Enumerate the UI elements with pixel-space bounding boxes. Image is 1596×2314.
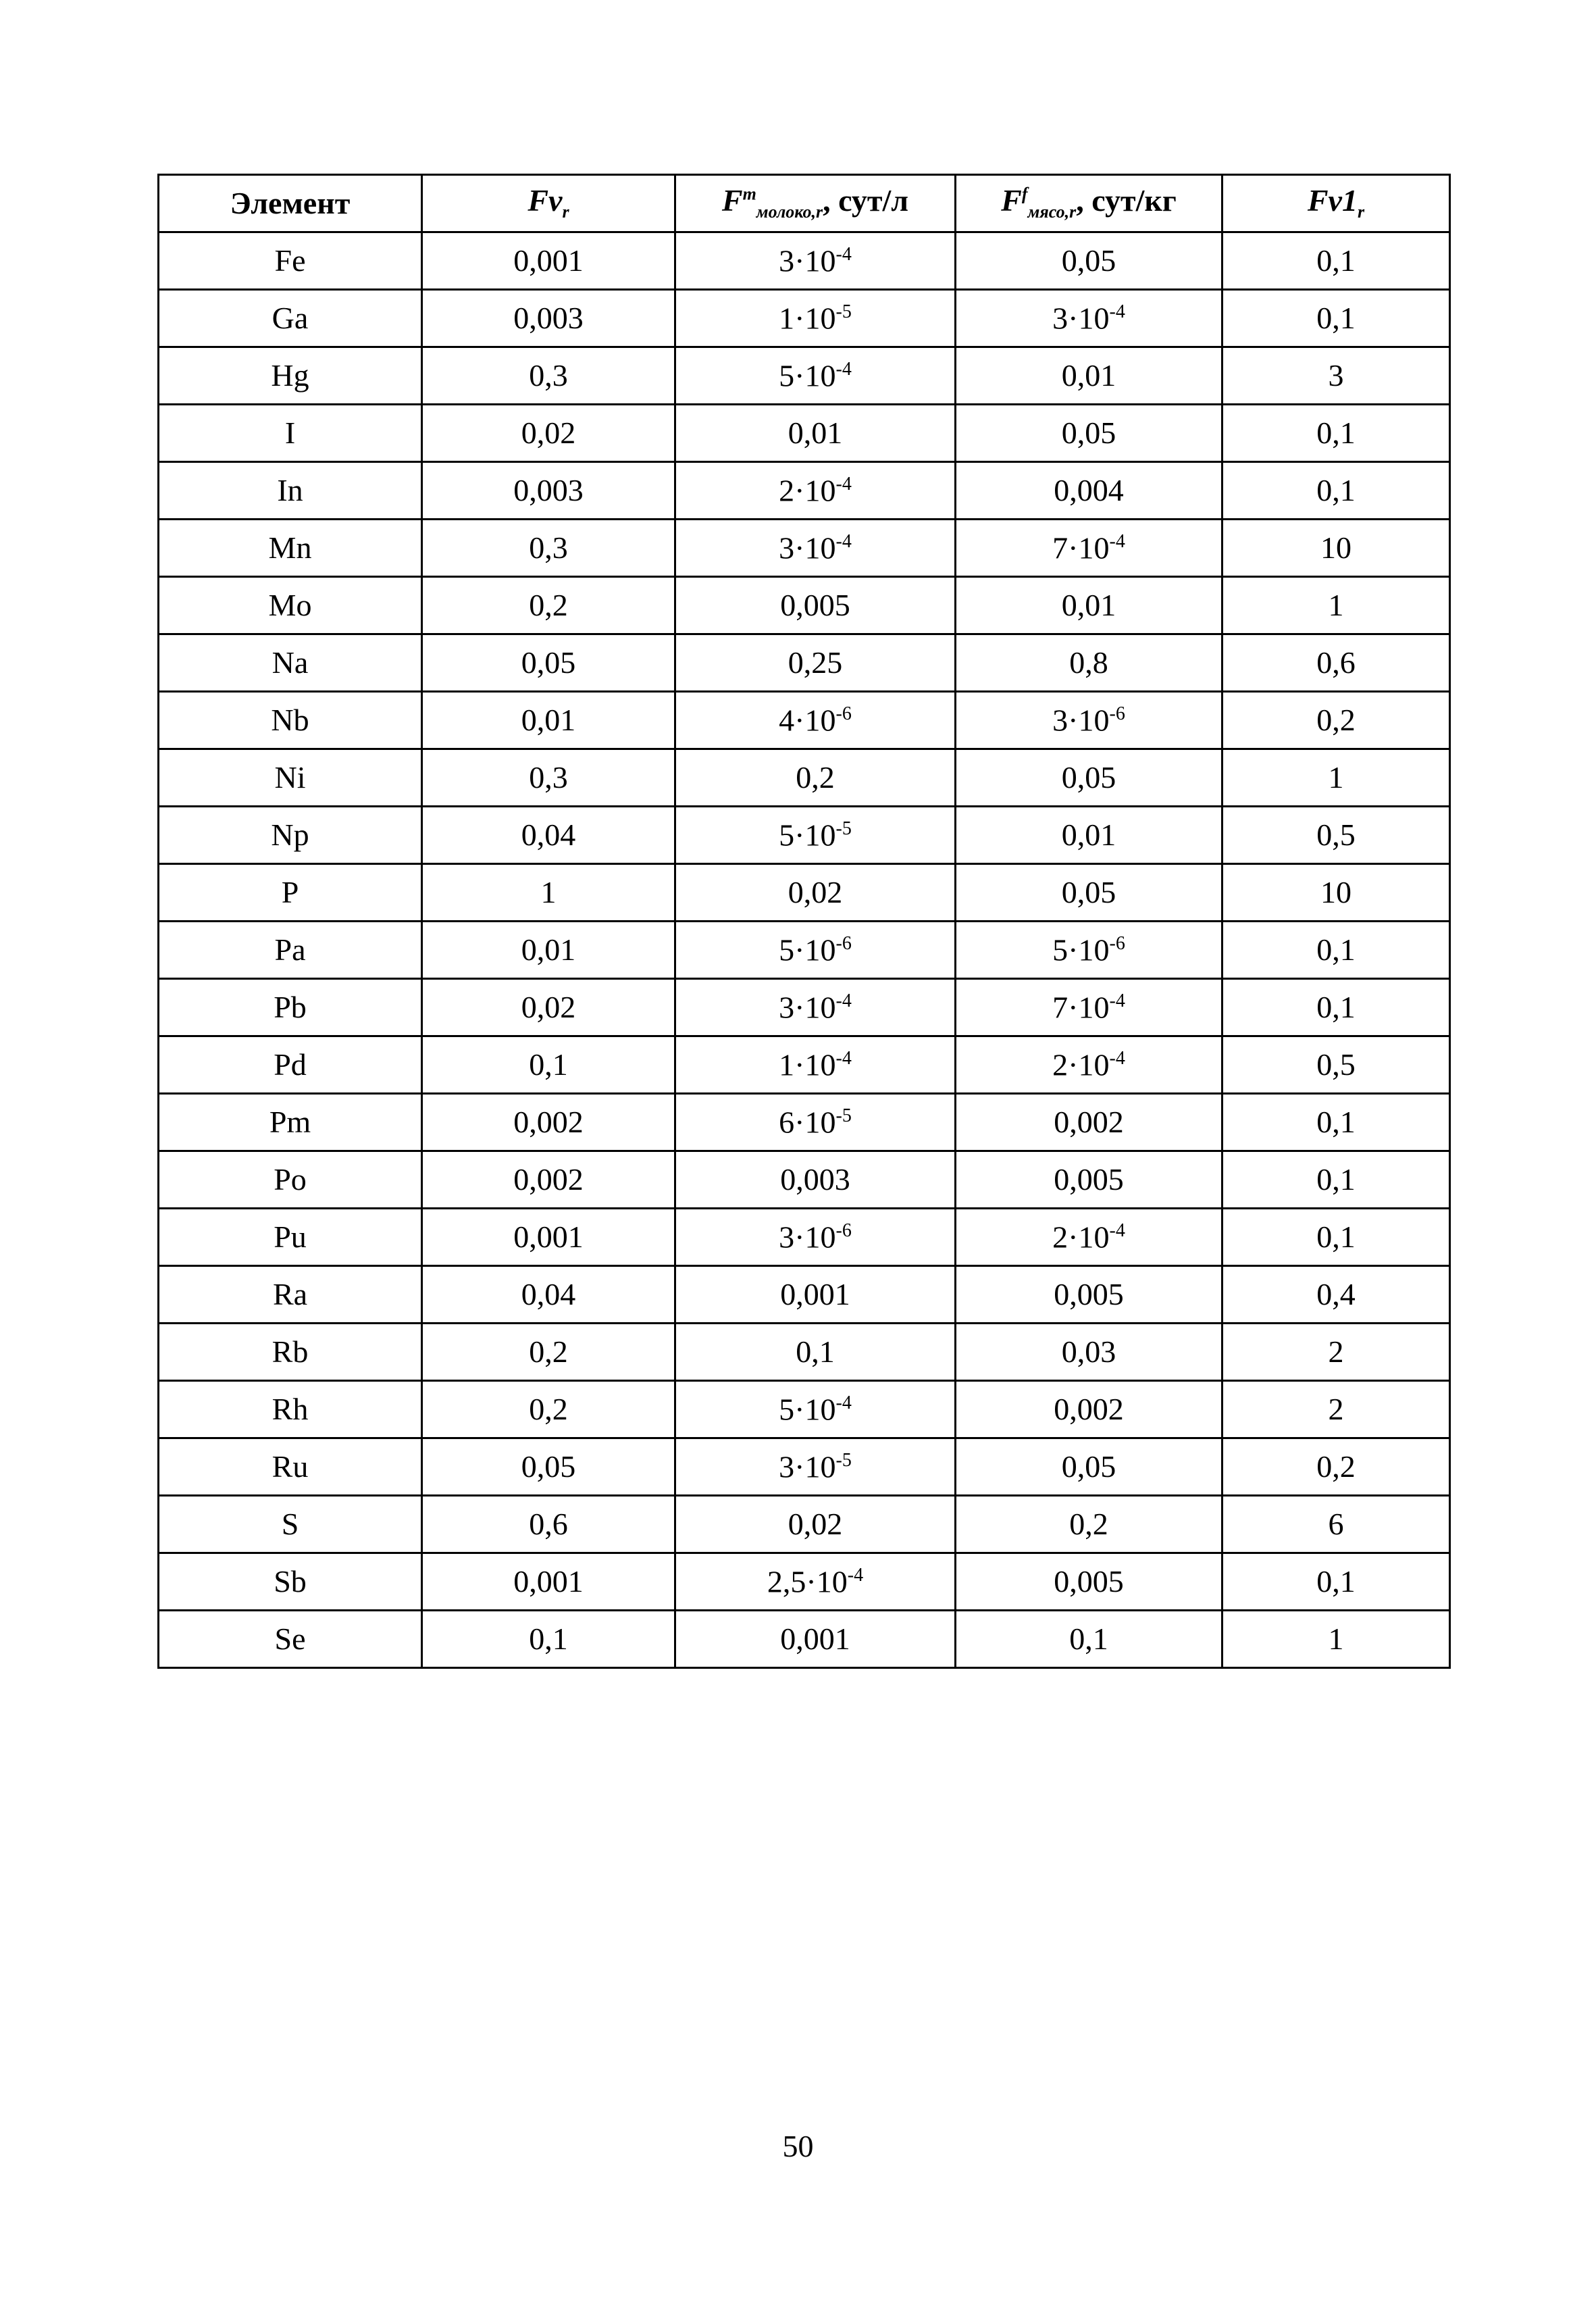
cell-element: Na	[159, 634, 422, 692]
cell-meat-value: 0,01	[1061, 358, 1116, 393]
cell-meat	[956, 807, 1222, 864]
cell-meat-value: 0,8	[1069, 645, 1108, 680]
cell-fv: 0,003	[422, 462, 675, 520]
cell-milk-value: 1·10	[779, 1047, 836, 1082]
cell-fv1: 3	[1222, 347, 1450, 405]
cell-element: Pd	[159, 1036, 422, 1094]
cell-fv: 0,001	[422, 1209, 675, 1266]
cell-meat	[956, 1381, 1222, 1438]
cell-fv: 0,1	[422, 1611, 675, 1668]
cell-fv: 0,05	[422, 634, 675, 692]
cell-milk-value: 0,01	[788, 416, 843, 450]
cell-element: Pu	[159, 1209, 422, 1266]
cell-milk-exponent: -4	[835, 243, 852, 265]
table-row	[159, 922, 1450, 979]
table-row	[159, 1209, 1450, 1266]
cell-meat-value: 3·10	[1052, 703, 1110, 738]
cell-fv: 0,001	[422, 232, 675, 290]
cell-milk	[675, 1209, 956, 1266]
cell-milk-value: 3·10	[779, 1449, 836, 1484]
cell-meat-value: 2·10	[1052, 1047, 1110, 1082]
cell-meat-exponent: -4	[1109, 1219, 1125, 1241]
cell-fv: 0,05	[422, 1438, 675, 1496]
cell-milk-value: 0,005	[780, 588, 850, 622]
header-fv-sub: r	[562, 202, 569, 222]
cell-milk-exponent: -5	[835, 1105, 852, 1126]
cell-element: Ga	[159, 290, 422, 347]
cell-milk-value: 5·10	[779, 1392, 836, 1427]
cell-fv1: 1	[1222, 577, 1450, 634]
cell-meat-value: 0,05	[1061, 760, 1116, 795]
table-row	[159, 1553, 1450, 1611]
header-meat	[956, 175, 1222, 232]
cell-meat-exponent: -4	[1109, 1047, 1125, 1069]
cell-milk-exponent: -4	[835, 358, 852, 380]
cell-fv: 1	[422, 864, 675, 922]
cell-fv: 0,6	[422, 1496, 675, 1553]
header-meat-symbol: F	[1001, 183, 1022, 218]
cell-element: Ra	[159, 1266, 422, 1324]
cell-fv: 0,04	[422, 807, 675, 864]
cell-milk-value: 2·10	[779, 473, 836, 508]
cell-fv1: 10	[1222, 864, 1450, 922]
header-element	[159, 175, 422, 232]
table-row	[159, 1036, 1450, 1094]
cell-meat-exponent: -4	[1109, 301, 1125, 322]
cell-element: I	[159, 405, 422, 462]
table-row	[159, 749, 1450, 807]
table-row	[159, 1266, 1450, 1324]
cell-element: S	[159, 1496, 422, 1553]
cell-fv: 0,01	[422, 922, 675, 979]
cell-meat-value: 0,01	[1061, 818, 1116, 852]
header-fv-symbol: Fv	[527, 183, 563, 218]
cell-meat	[956, 520, 1222, 577]
cell-element: Ni	[159, 749, 422, 807]
cell-fv1: 0,1	[1222, 1209, 1450, 1266]
cell-meat-value: 0,004	[1054, 473, 1124, 507]
cell-milk-value: 3·10	[779, 1219, 836, 1255]
cell-milk	[675, 749, 956, 807]
cell-milk-exponent: -5	[835, 1449, 852, 1471]
cell-meat	[956, 1553, 1222, 1611]
cell-milk	[675, 1151, 956, 1209]
header-milk-symbol: F	[721, 183, 743, 218]
cell-meat-value: 2·10	[1052, 1219, 1110, 1255]
cell-milk-value: 0,2	[796, 760, 835, 795]
cell-meat-value: 0,005	[1054, 1277, 1124, 1311]
table-body	[159, 232, 1450, 1668]
table-row	[159, 1496, 1450, 1553]
cell-milk	[675, 1553, 956, 1611]
cell-meat-exponent: -4	[1109, 990, 1125, 1011]
cell-fv1: 0,2	[1222, 692, 1450, 749]
cell-element: Pa	[159, 922, 422, 979]
cell-element: Rb	[159, 1324, 422, 1381]
cell-fv1: 0,1	[1222, 462, 1450, 520]
cell-meat-value: 0,05	[1061, 875, 1116, 909]
cell-meat-value: 0,002	[1054, 1105, 1124, 1139]
cell-milk-value: 3·10	[779, 243, 836, 278]
table-row	[159, 290, 1450, 347]
header-milk	[675, 175, 956, 232]
cell-milk-exponent: -5	[835, 301, 852, 322]
cell-milk	[675, 290, 956, 347]
table-row	[159, 577, 1450, 634]
cell-fv1: 0,1	[1222, 922, 1450, 979]
cell-milk-value: 0,02	[788, 1507, 843, 1541]
cell-meat-value: 0,002	[1054, 1392, 1124, 1426]
table-row	[159, 807, 1450, 864]
cell-meat-exponent: -6	[1109, 932, 1125, 954]
cell-element: Sb	[159, 1553, 422, 1611]
cell-milk-exponent: -4	[847, 1564, 864, 1586]
table-row	[159, 1438, 1450, 1496]
cell-fv: 0,3	[422, 347, 675, 405]
cell-meat	[956, 290, 1222, 347]
cell-fv: 0,2	[422, 577, 675, 634]
cell-meat	[956, 577, 1222, 634]
cell-fv1: 0,1	[1222, 232, 1450, 290]
cell-fv1: 0,1	[1222, 1094, 1450, 1151]
cell-meat-exponent: -4	[1109, 530, 1125, 552]
cell-milk	[675, 979, 956, 1036]
cell-milk	[675, 347, 956, 405]
cell-milk-value: 3·10	[779, 530, 836, 565]
cell-milk	[675, 1266, 956, 1324]
cell-fv1: 0,6	[1222, 634, 1450, 692]
cell-milk-exponent: -6	[835, 932, 852, 954]
cell-fv: 0,3	[422, 520, 675, 577]
cell-fv: 0,003	[422, 290, 675, 347]
cell-milk-value: 0,001	[780, 1277, 850, 1311]
cell-milk-value: 0,1	[796, 1334, 835, 1369]
cell-milk-exponent: -6	[835, 1219, 852, 1241]
cell-element: In	[159, 462, 422, 520]
cell-meat	[956, 1151, 1222, 1209]
cell-fv1: 2	[1222, 1381, 1450, 1438]
cell-element: Nb	[159, 692, 422, 749]
cell-milk	[675, 1381, 956, 1438]
cell-meat	[956, 1438, 1222, 1496]
cell-meat-value: 7·10	[1052, 990, 1110, 1025]
cell-fv1: 0,2	[1222, 1438, 1450, 1496]
table-header-row	[159, 175, 1450, 232]
cell-fv1: 1	[1222, 749, 1450, 807]
cell-fv1: 0,4	[1222, 1266, 1450, 1324]
table-row	[159, 864, 1450, 922]
cell-milk-value: 5·10	[779, 358, 836, 393]
cell-milk	[675, 1611, 956, 1668]
cell-meat	[956, 347, 1222, 405]
cell-meat	[956, 634, 1222, 692]
table-row	[159, 979, 1450, 1036]
cell-meat-value: 0,05	[1061, 243, 1116, 278]
table-row	[159, 1381, 1450, 1438]
cell-fv1: 0,5	[1222, 807, 1450, 864]
header-fv	[422, 175, 675, 232]
cell-element: Po	[159, 1151, 422, 1209]
cell-milk-value: 3·10	[779, 990, 836, 1025]
header-milk-sup: m	[742, 184, 756, 205]
cell-fv1: 0,1	[1222, 1553, 1450, 1611]
cell-meat	[956, 692, 1222, 749]
cell-meat-value: 7·10	[1052, 530, 1110, 565]
cell-meat	[956, 1094, 1222, 1151]
cell-meat-value: 3·10	[1052, 301, 1110, 336]
cell-milk-value: 0,02	[788, 875, 843, 909]
cell-fv1: 6	[1222, 1496, 1450, 1553]
table-row	[159, 634, 1450, 692]
cell-milk	[675, 462, 956, 520]
cell-fv1: 0,5	[1222, 1036, 1450, 1094]
cell-meat-value: 5·10	[1052, 932, 1110, 967]
cell-milk-value: 5·10	[779, 932, 836, 967]
cell-meat	[956, 864, 1222, 922]
cell-milk	[675, 922, 956, 979]
table-row	[159, 462, 1450, 520]
cell-element: Pm	[159, 1094, 422, 1151]
cell-milk-value: 0,001	[780, 1621, 850, 1656]
cell-element: Ru	[159, 1438, 422, 1496]
cell-milk-exponent: -4	[835, 530, 852, 552]
table-row	[159, 692, 1450, 749]
cell-milk-exponent: -4	[835, 1047, 852, 1069]
header-fv1	[1222, 175, 1450, 232]
cell-milk-exponent: -4	[835, 473, 852, 495]
cell-fv: 0,1	[422, 1036, 675, 1094]
cell-fv: 0,01	[422, 692, 675, 749]
cell-milk	[675, 405, 956, 462]
header-meat-unit: , сут/кг	[1076, 183, 1177, 218]
cell-element: P	[159, 864, 422, 922]
table-row	[159, 1611, 1450, 1668]
cell-meat	[956, 922, 1222, 979]
header-meat-sub: мясо,r	[1027, 202, 1077, 222]
cell-milk-value: 1·10	[779, 301, 836, 336]
cell-meat-value: 0,005	[1054, 1162, 1124, 1197]
cell-milk-exponent: -5	[835, 818, 852, 839]
cell-meat	[956, 1266, 1222, 1324]
cell-fv1: 0,1	[1222, 405, 1450, 462]
header-meat-sup: f	[1021, 184, 1028, 205]
cell-element: Pb	[159, 979, 422, 1036]
cell-meat	[956, 1496, 1222, 1553]
table-row	[159, 1324, 1450, 1381]
cell-meat	[956, 1209, 1222, 1266]
cell-fv: 0,002	[422, 1094, 675, 1151]
cell-meat-value: 0,05	[1061, 1449, 1116, 1484]
cell-meat-value: 0,05	[1061, 416, 1116, 450]
cell-milk-value: 5·10	[779, 818, 836, 853]
cell-fv: 0,2	[422, 1324, 675, 1381]
cell-element: Hg	[159, 347, 422, 405]
cell-milk-exponent: -4	[835, 990, 852, 1011]
cell-milk	[675, 807, 956, 864]
table-row	[159, 232, 1450, 290]
cell-fv1: 0,1	[1222, 290, 1450, 347]
cell-milk-exponent: -4	[835, 1392, 852, 1413]
cell-milk	[675, 692, 956, 749]
cell-milk-value: 0,25	[788, 645, 843, 680]
cell-meat-value: 0,2	[1069, 1507, 1108, 1541]
cell-element: Rh	[159, 1381, 422, 1438]
table-row	[159, 520, 1450, 577]
cell-fv1: 2	[1222, 1324, 1450, 1381]
cell-meat-value: 0,01	[1061, 588, 1116, 622]
header-fv1-sub: r	[1357, 202, 1365, 222]
cell-fv: 0,2	[422, 1381, 675, 1438]
table-row	[159, 1094, 1450, 1151]
cell-fv: 0,001	[422, 1553, 675, 1611]
page-number: 50	[782, 2129, 814, 2163]
header-milk-sub: молоко,r	[756, 202, 823, 222]
cell-meat	[956, 979, 1222, 1036]
cell-meat-exponent: -6	[1109, 703, 1125, 724]
cell-fv: 0,04	[422, 1266, 675, 1324]
cell-milk	[675, 1036, 956, 1094]
cell-milk-value: 2,5·10	[767, 1564, 848, 1599]
cell-milk-value: 4·10	[779, 703, 836, 738]
cell-meat-value: 0,1	[1069, 1621, 1108, 1656]
cell-fv1: 0,1	[1222, 1151, 1450, 1209]
cell-element: Fe	[159, 232, 422, 290]
cell-meat	[956, 1324, 1222, 1381]
table-row	[159, 405, 1450, 462]
cell-milk	[675, 577, 956, 634]
cell-milk	[675, 520, 956, 577]
header-milk-unit: , сут/л	[823, 183, 909, 218]
cell-milk	[675, 634, 956, 692]
cell-milk-value: 6·10	[779, 1105, 836, 1140]
cell-milk	[675, 1324, 956, 1381]
cell-fv: 0,02	[422, 979, 675, 1036]
cell-meat-value: 0,005	[1054, 1564, 1124, 1599]
cell-fv: 0,02	[422, 405, 675, 462]
cell-element: Np	[159, 807, 422, 864]
table-row	[159, 347, 1450, 405]
transfer-factors-table	[157, 174, 1451, 1669]
cell-meat	[956, 405, 1222, 462]
cell-milk	[675, 1496, 956, 1553]
cell-milk-exponent: -6	[835, 703, 852, 724]
cell-meat	[956, 232, 1222, 290]
cell-milk	[675, 1094, 956, 1151]
cell-milk-value: 0,003	[780, 1162, 850, 1197]
cell-fv1: 1	[1222, 1611, 1450, 1668]
cell-meat	[956, 462, 1222, 520]
header-element-label: Элемент	[230, 186, 351, 220]
cell-meat	[956, 749, 1222, 807]
cell-element: Se	[159, 1611, 422, 1668]
cell-element: Mo	[159, 577, 422, 634]
header-fv1-symbol: Fv1	[1307, 183, 1358, 218]
cell-fv: 0,3	[422, 749, 675, 807]
cell-milk	[675, 232, 956, 290]
cell-meat-value: 0,03	[1061, 1334, 1116, 1369]
table-row	[159, 1151, 1450, 1209]
cell-meat	[956, 1036, 1222, 1094]
cell-fv1: 0,1	[1222, 979, 1450, 1036]
cell-element: Mn	[159, 520, 422, 577]
cell-fv1: 10	[1222, 520, 1450, 577]
cell-fv: 0,002	[422, 1151, 675, 1209]
cell-milk	[675, 864, 956, 922]
cell-milk	[675, 1438, 956, 1496]
cell-meat	[956, 1611, 1222, 1668]
